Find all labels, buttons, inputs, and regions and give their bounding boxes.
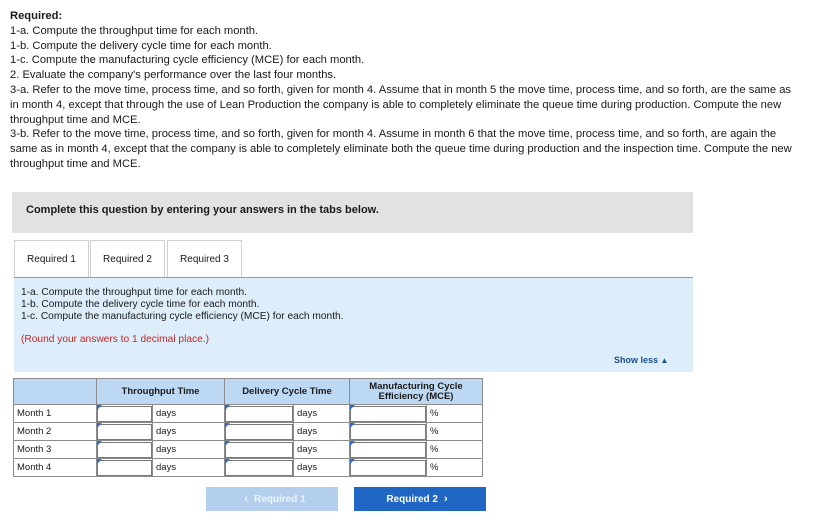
throughput-input[interactable] [97,442,152,458]
mce-input-cell [350,441,427,459]
requirement-line: 2. Evaluate the company's performance over the last four months. [10,69,337,82]
requirement-line: 1-c. Compute the manufacturing cycle efficiency (MCE) for each month. [10,54,365,67]
delivery-cycle-unit: days [294,423,350,441]
input-marker-icon [97,423,102,428]
header-throughput-time: Throughput Time [97,379,225,405]
instruction-banner [12,192,693,233]
mce-input[interactable] [350,424,426,440]
next-button-label: Required 2 [386,493,438,505]
throughput-input-cell [97,459,153,477]
throughput-input[interactable] [97,424,152,440]
previous-button-label: Required 1 [253,493,306,505]
input-marker-icon [350,441,355,446]
input-marker-icon [97,405,102,410]
tab-required-2[interactable]: Required 2 [90,240,165,277]
table-row [14,459,483,477]
month-label: Month 2 [14,423,97,441]
requirements-title: Required: [10,10,63,22]
tab-required-1[interactable]: Required 1 [14,240,89,277]
throughput-input-cell [97,441,153,459]
next-button[interactable] [354,487,486,511]
throughput-input-cell [97,405,153,423]
mce-unit: % [427,441,483,459]
answer-table [13,378,483,477]
input-marker-icon [225,423,230,428]
delivery-cycle-input[interactable] [225,406,293,422]
mce-input-cell [350,459,427,477]
header-delivery-cycle-time: Delivery Cycle Time [225,379,350,405]
input-marker-icon [225,405,230,410]
previous-button[interactable] [206,487,338,511]
panel-instructions [21,287,344,323]
input-marker-icon [97,459,102,464]
delivery-cycle-unit: days [294,405,350,423]
rounding-note: (Round your answers to 1 decimal place.) [21,334,209,345]
mce-input-cell [350,423,427,441]
throughput-unit: days [153,441,225,459]
mce-input[interactable] [350,460,426,476]
throughput-unit: days [153,423,225,441]
mce-input[interactable] [350,442,426,458]
mce-unit: % [427,423,483,441]
throughput-unit: days [153,405,225,423]
delivery-cycle-input[interactable] [225,424,293,440]
throughput-input-cell [97,423,153,441]
delivery-cycle-input[interactable] [225,460,293,476]
chevron-left-icon: ‹ [244,493,248,505]
question-panel [14,278,693,372]
delivery-cycle-input-cell [225,405,294,423]
requirement-line: 1-a. Compute the throughput time for each month. [10,24,259,37]
requirement-line: 3-b. Refer to the move time, process time, and so forth, given for month 4. Assume in month 6 that the move time, process time, and so forth, are again the same as in month 4, except that the company is able to completely eliminate both the queue time during production and the inspection time. Compute the new throughput time and MCE. [10,128,792,170]
header-blank [14,379,97,405]
delivery-cycle-unit: days [294,441,350,459]
header-mce: Manufacturing Cycle Efficiency (MCE) [350,379,483,405]
table-header-row [14,379,483,405]
caret-up-icon: ▲ [660,356,669,365]
month-label: Month 1 [14,405,97,423]
input-marker-icon [225,459,230,464]
input-marker-icon [350,405,355,410]
banner-text: Complete this question by entering your answers in the tabs below. [26,204,379,216]
chevron-right-icon: › [444,493,448,505]
requirement-line: 3-a. Refer to the move time, process time, and so forth, given for month 4. Assume that in month 5 the move time, process time, and so forth, are the same as in month 4, except that through the use of Lean Production the company is able to completely eliminate the queue time during production. Compute the new throughput time and MCE. [10,83,792,126]
requirement-line: 1-b. Compute the delivery cycle time for each month. [10,39,272,52]
throughput-unit: days [153,459,225,477]
mce-unit: % [427,459,483,477]
mce-input-cell [350,405,427,423]
month-label: Month 3 [14,441,97,459]
instruction-line: 1-b. Compute the delivery cycle time for each month. [21,299,260,310]
input-marker-icon [97,441,102,446]
input-marker-icon [350,423,355,428]
delivery-cycle-input-cell [225,441,294,459]
input-marker-icon [225,441,230,446]
input-marker-icon [350,459,355,464]
tab-required-3[interactable]: Required 3 [167,240,242,277]
mce-input[interactable] [350,406,426,422]
delivery-cycle-unit: days [294,459,350,477]
table-row [14,405,483,423]
delivery-cycle-input-cell [225,423,294,441]
instruction-line: 1-a. Compute the throughput time for each month. [21,287,247,298]
throughput-input[interactable] [97,460,152,476]
requirements-section [10,9,800,172]
show-less-label: Show less [614,355,659,365]
instruction-line: 1-c. Compute the manufacturing cycle efficiency (MCE) for each month. [21,311,344,322]
throughput-input[interactable] [97,406,152,422]
month-label: Month 4 [14,459,97,477]
table-row [14,423,483,441]
show-less-link[interactable] [614,355,668,365]
mce-unit: % [427,405,483,423]
table-row [14,441,483,459]
delivery-cycle-input-cell [225,459,294,477]
delivery-cycle-input[interactable] [225,442,293,458]
